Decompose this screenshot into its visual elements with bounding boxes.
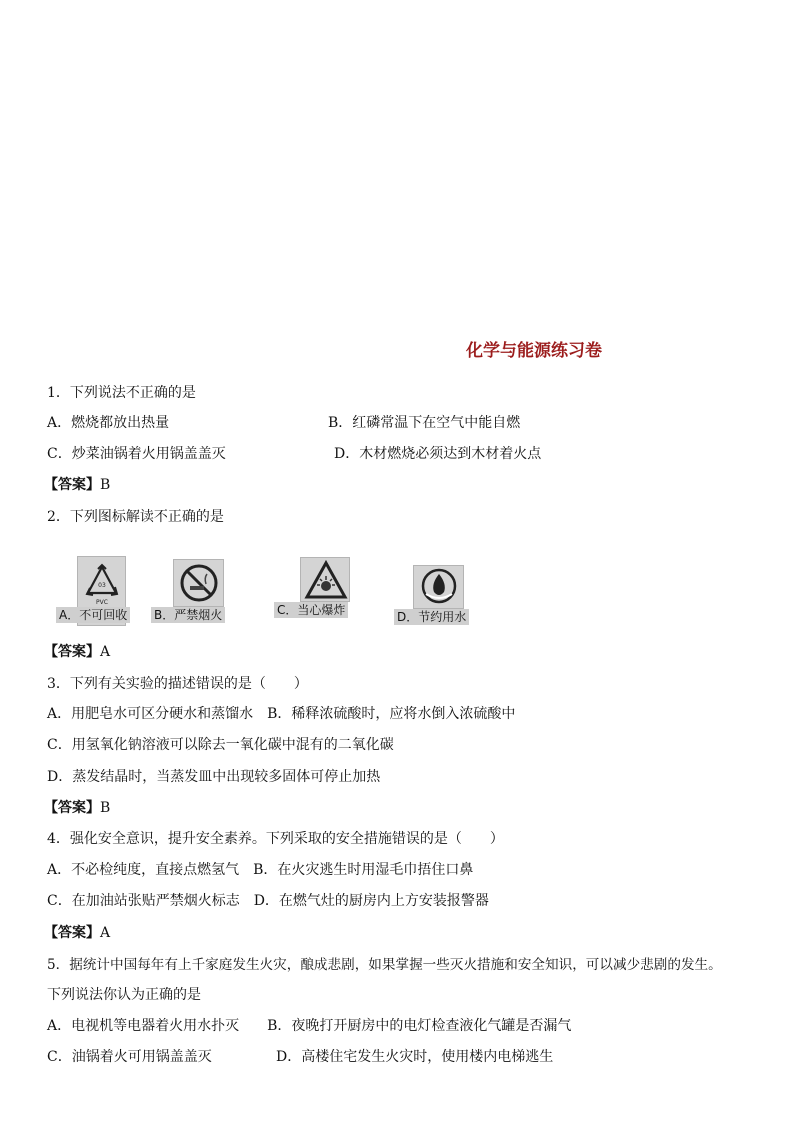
answer-label: 【答案】 [44, 644, 100, 660]
q1-option-b: B．红磷常温下在空气中能自燃 [328, 415, 521, 431]
answer-value: B [100, 800, 111, 816]
q3-answer [44, 799, 110, 817]
answer-label: 【答案】 [44, 925, 100, 941]
recycle-material: PVC [96, 599, 108, 606]
q4-answer [44, 924, 110, 942]
icon-caption-b: B．严禁烟火 [151, 607, 225, 623]
icon-caption-a: A．不可回收 [56, 607, 130, 623]
q4-options-ab: A．不必检纯度，直接点燃氢气 B．在火灾逃生时用湿毛巾捂住口鼻 [47, 862, 474, 878]
q2-answer [44, 643, 110, 661]
icon-caption-c: C．当心爆炸 [274, 602, 348, 618]
no-smoking-icon [174, 560, 225, 608]
recycle-icon [78, 557, 127, 613]
q2-stem: 2．下列图标解读不正确的是 [47, 509, 224, 525]
q3-option-c: C．用氢氧化钠溶液可以除去一氧化碳中混有的二氧化碳 [47, 737, 394, 753]
q5-option-c: C．油锅着火可用锅盖盖灭 [47, 1049, 212, 1065]
answer-label: 【答案】 [44, 477, 100, 493]
explosion-warning-icon [301, 558, 351, 603]
q1-option-c: C．炒菜油锅着火用锅盖盖灭 [47, 446, 226, 462]
q5-options-ab: A．电视机等电器着火用水扑灭 B．夜晚打开厨房中的电灯检查液化气罐是否漏气 [47, 1018, 572, 1034]
q1-option-a: A．燃烧都放出热量 [47, 415, 170, 431]
icon-card-d [413, 565, 464, 609]
q4-stem: 4．强化安全意识，提升安全素养。下列采取的安全措施错误的是（ ） [47, 831, 504, 847]
q5-stem-line2: 下列说法你认为正确的是 [47, 987, 201, 1003]
icon-card-b [173, 559, 224, 607]
q4-options-cd: C．在加油站张贴严禁烟火标志 D．在燃气灶的厨房内上方安装报警器 [47, 893, 489, 909]
answer-value: A [100, 925, 111, 941]
q5-stem-line1: 5．据统计中国每年有上千家庭发生火灾，酿成悲剧，如果掌握一些灭火措施和安全知识，可以减少悲剧的发生。 [47, 957, 722, 973]
icon-caption-d: D．节约用水 [394, 609, 469, 625]
q3-stem: 3．下列有关实验的描述错误的是（ ） [47, 676, 308, 692]
q3-option-d: D．蒸发结晶时，当蒸发皿中出现较多固体可停止加热 [47, 769, 381, 785]
q1-answer [44, 476, 110, 494]
answer-value: B [100, 477, 111, 493]
q1-stem: 1．下列说法不正确的是 [47, 385, 196, 401]
recycle-number: 03 [98, 582, 106, 589]
page-title: 化学与能源练习卷 [466, 341, 602, 361]
answer-label: 【答案】 [44, 800, 100, 816]
q5-option-d: D．高楼住宅发生火灾时，使用楼内电梯逃生 [276, 1049, 554, 1065]
answer-value: A [100, 644, 111, 660]
q1-option-d: D．木材燃烧必须达到木材着火点 [334, 446, 542, 462]
q3-options-ab: A．用肥皂水可区分硬水和蒸馏水 B．稀释浓硫酸时，应将水倒入浓硫酸中 [47, 706, 516, 722]
water-saving-icon [414, 566, 465, 610]
icon-card-c [300, 557, 350, 602]
